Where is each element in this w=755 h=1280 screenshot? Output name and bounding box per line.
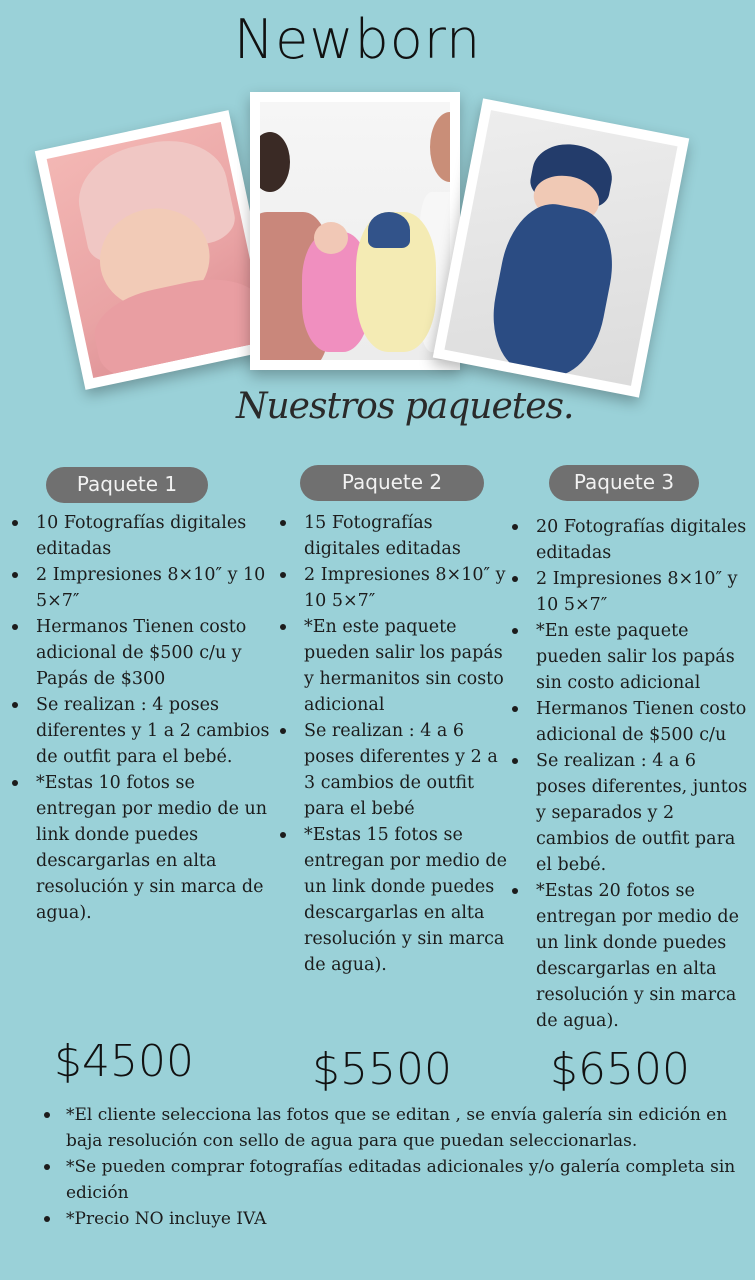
list-item: *En este paquete pueden salir los papás sin costo adicional (516, 618, 748, 696)
list-item: 2 Impresiones 8×10″ y 10 5×7″ (516, 566, 748, 618)
package-1-price: $4500 (54, 1036, 194, 1087)
list-item: *El cliente selecciona las fotos que se editan , se envía galería sin edición en baja resolución con sello de agua para que puedan seleccionarlas. (46, 1102, 746, 1154)
list-item: *En este paquete pueden salir los papás y hermanitos sin costo adicional (284, 614, 510, 718)
list-item: *Estas 10 fotos se entregan por medio de un link donde puedes descargarlas en alta resolución y sin marca de agua). (16, 770, 276, 926)
package-3-price: $6500 (550, 1044, 690, 1095)
notes-list (46, 1102, 746, 1232)
package-2-list (284, 510, 510, 978)
list-item: Hermanos Tienen costo adicional de $500 c/u (516, 696, 748, 748)
package-1-list (16, 510, 276, 926)
baby-blue-photo (433, 98, 690, 397)
package-2-label: Paquete 2 (300, 465, 484, 501)
list-item: 2 Impresiones 8×10″ y 10 5×7″ (284, 562, 510, 614)
package-3-list (516, 514, 748, 1034)
list-item: *Se pueden comprar fotografías editadas adicionales y/o galería completa sin edición (46, 1154, 746, 1206)
list-item: *Precio NO incluye IVA (46, 1206, 746, 1232)
list-item: *Estas 15 fotos se entregan por medio de un link donde puedes descargarlas en alta resolución y sin marca de agua). (284, 822, 510, 978)
list-item: Se realizan : 4 a 6 poses diferentes y 2 a 3 cambios de outfit para el bebé (284, 718, 510, 822)
list-item: Se realizan : 4 poses diferentes y 1 a 2 cambios de outfit para el bebé. (16, 692, 276, 770)
list-item: 10 Fotografías digitales editadas (16, 510, 276, 562)
list-item: *Estas 20 fotos se entregan por medio de un link donde puedes descargarlas en alta resolución y sin marca de agua). (516, 878, 748, 1034)
list-item: Se realizan : 4 a 6 poses diferentes, juntos y separados y 2 cambios de outfit para el bebé. (516, 748, 748, 878)
list-item: 2 Impresiones 8×10″ y 10 5×7″ (16, 562, 276, 614)
list-item: 20 Fotografías digitales editadas (516, 514, 748, 566)
package-3-label: Paquete 3 (549, 465, 699, 501)
package-1-label: Paquete 1 (46, 467, 208, 503)
page-title: Newborn (233, 8, 482, 71)
baby-pink-photo (35, 110, 279, 390)
list-item: Hermanos Tienen costo adicional de $500 c/u y Papás de $300 (16, 614, 276, 692)
section-title: Nuestros paquetes. (236, 386, 574, 427)
package-2-price: $5500 (312, 1044, 452, 1095)
list-item: 15 Fotografías digitales editadas (284, 510, 510, 562)
family-photo (250, 92, 460, 370)
